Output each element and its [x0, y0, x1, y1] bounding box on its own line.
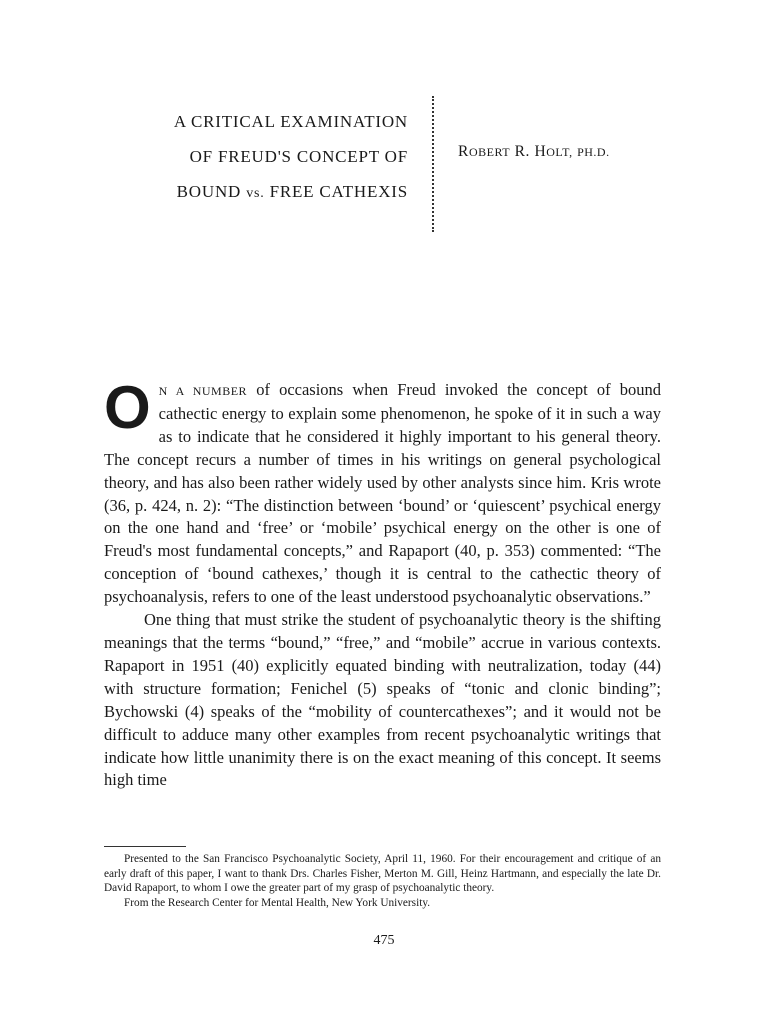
drop-cap: O — [104, 374, 151, 441]
author-byline — [458, 143, 610, 161]
article-title — [108, 104, 408, 211]
author-last-rest: OLT, — [546, 145, 573, 159]
paragraph-1 — [104, 374, 661, 609]
article-body — [104, 374, 661, 792]
dotted-divider — [432, 96, 434, 232]
author-middle: R. — [514, 143, 530, 160]
title-word-bound: BOUND — [176, 182, 242, 201]
author-last-initial: H — [534, 143, 547, 160]
footnotes — [104, 852, 661, 910]
lead-small-caps: N A NUMBER — [158, 384, 248, 398]
author-first-initial: R — [458, 143, 469, 160]
author-degree: PH.D. — [577, 145, 610, 159]
paragraph-1-text: of occasions when Freud invoked the concept of bound cathectic energy to explain some phenomenon, he spoke of it in such a way as to indicate that he considered it highly important to his general theory. The concept recurs a number of times in his writings on general psychological theory, and has also been rather widely used by other analysts since him. Kris wrote (36, p. 424, n. 2): “The distinction between ‘bound’ or ‘quiescent’ psychical energy on the one hand and ‘free’ or ‘mobile’ psychical energy on the other is one of Freud's most fundamental concepts,” and Rapaport (40, p. 353) commented: “The conception of ‘bound cathexes,’ though it is central to the cathectic theory of psychoanalysis, refers to one of the least understood psychoanalytic observations.” — [104, 380, 661, 607]
title-word-free-cathexis: FREE CATHEXIS — [269, 182, 408, 201]
author-first-rest: OBERT — [468, 145, 511, 159]
footnote-2: From the Research Center for Mental Health, New York University. — [124, 896, 431, 909]
page-number: 475 — [373, 933, 395, 948]
title-word-vs: vs. — [246, 186, 265, 201]
footnote-1: Presented to the San Francisco Psychoanalytic Society, April 11, 1960. For their encouragement and critique of an early draft of this paper, I want to thank Drs. Charles Fisher, Merton M. Gill, Heinz Hartmann, and especially the late Dr. David Rapaport, to whom I owe the greater part of my grasp of psychoanalytic theory. — [104, 853, 661, 894]
title-line-1: A CRITICAL EXAMINATION — [173, 112, 408, 131]
paragraph-2: One thing that must strike the student of psychoanalytic theory is the shifting meanings that the terms “bound,” “free,” and “mobile” accrue in various contexts. Rapaport in 1951 (40) explicitly equated binding with neutralization, today (44) with structure formation; Fenichel (5) speaks of “tonic and clonic binding”; Bychowski (4) speaks of the “mobility of countercathexes”; and it would not be difficult to adduce many other examples from recent psychoanalytic writings that indicate how little unanimity there is on the exact meaning of this concept. It seems high time — [104, 610, 661, 790]
footnote-rule — [104, 846, 186, 847]
title-line-2: OF FREUD'S CONCEPT OF — [189, 147, 408, 166]
title-line-3 — [108, 174, 408, 211]
